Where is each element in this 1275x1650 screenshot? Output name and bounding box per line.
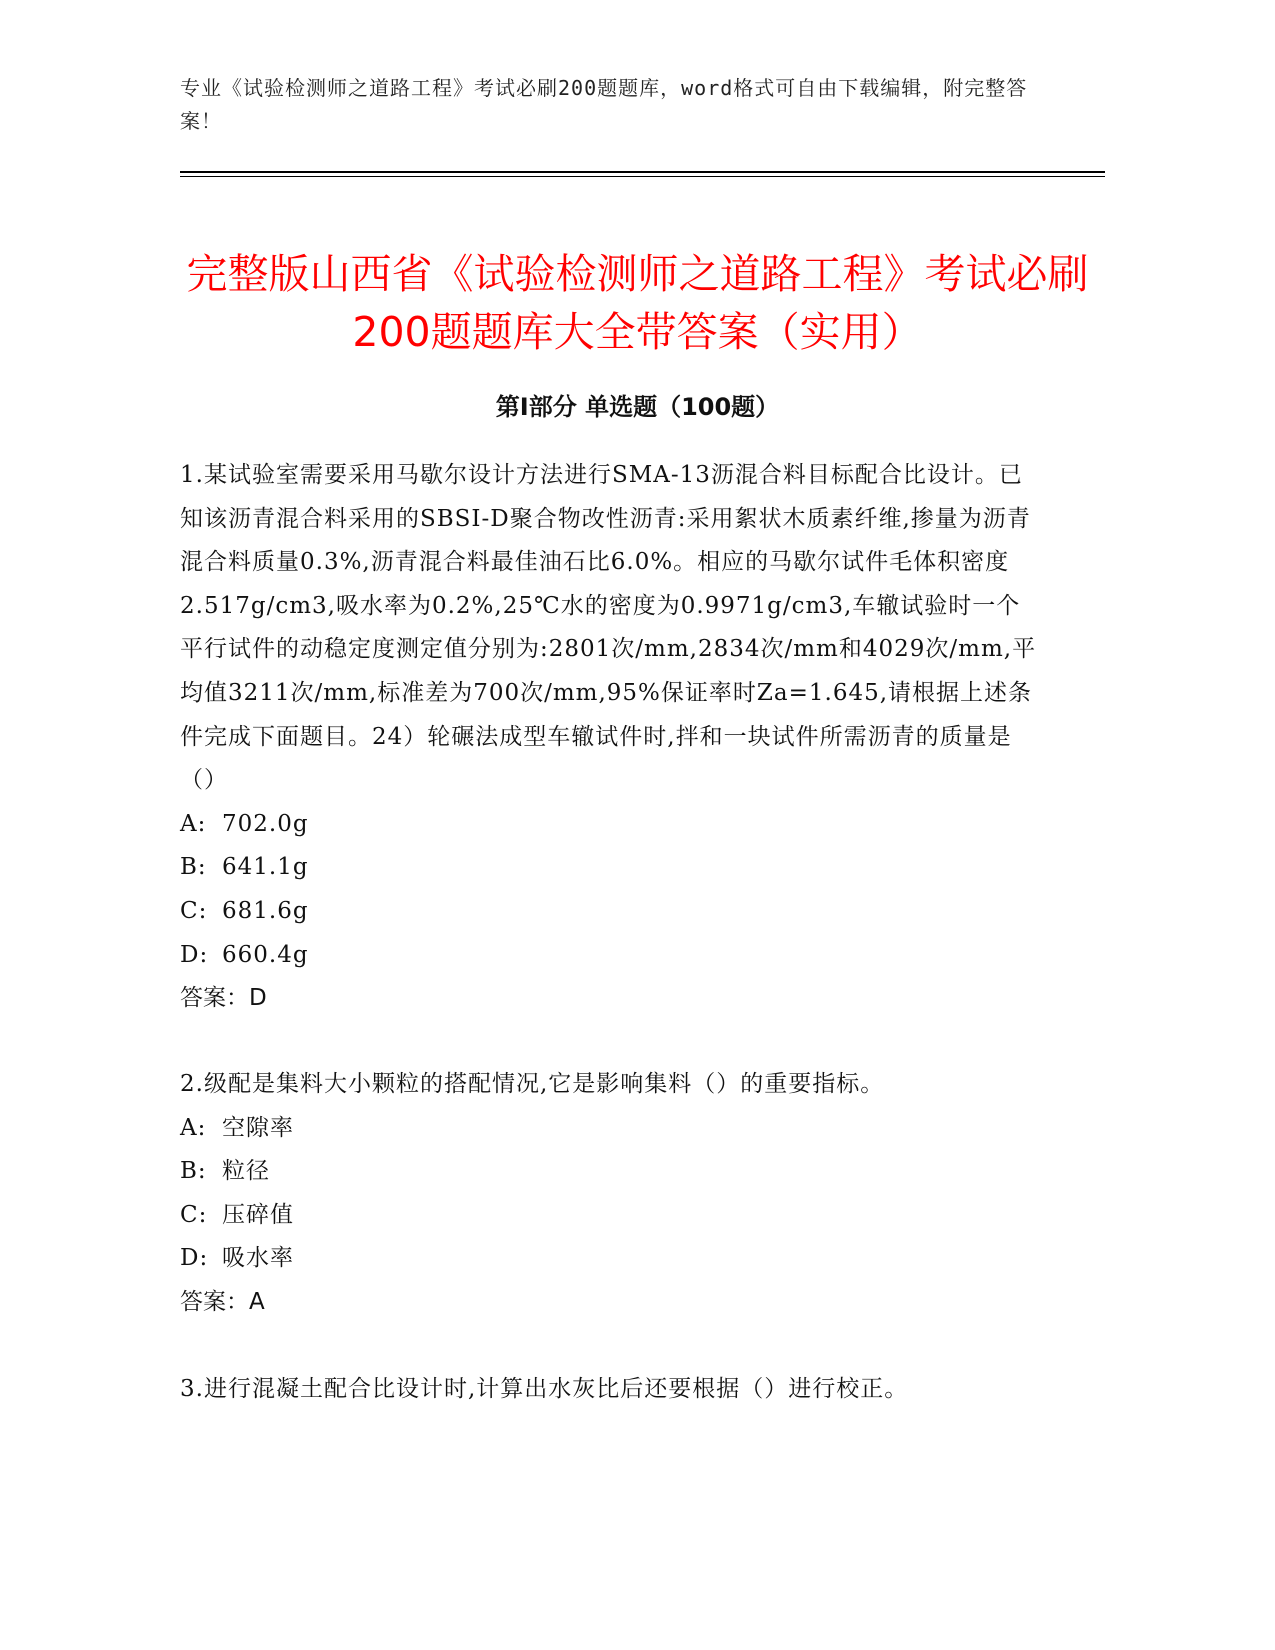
header-rule-thick bbox=[180, 171, 1105, 173]
option-a bbox=[180, 1107, 1040, 1151]
option-b bbox=[180, 846, 1040, 890]
section-title: 第Ⅰ部分 单选题（100题） bbox=[495, 392, 780, 421]
header-rule-thin bbox=[180, 176, 1105, 177]
option-b bbox=[180, 1150, 1040, 1194]
option-key: A: bbox=[180, 810, 207, 837]
option-text: 吸水率 bbox=[222, 1245, 294, 1272]
question-2 bbox=[180, 1063, 1040, 1325]
header-note: 专业《试验检测师之道路工程》考试必刷200题题库，word格式可自由下载编辑，附完整答案！ bbox=[180, 76, 1028, 133]
option-text: 压碎值 bbox=[222, 1201, 294, 1228]
option-key: B: bbox=[180, 1158, 207, 1185]
option-text: 702.0g bbox=[222, 810, 309, 837]
answer-line: 答案：A bbox=[180, 1288, 265, 1315]
option-d bbox=[180, 1237, 1040, 1281]
question-stem: 2.级配是集料大小颗粒的搭配情况,它是影响集料（）的重要指标。 bbox=[180, 1071, 885, 1097]
question-3 bbox=[180, 1368, 1040, 1412]
option-c bbox=[180, 890, 1040, 934]
option-key: C: bbox=[180, 897, 208, 924]
option-d bbox=[180, 934, 1040, 978]
option-a bbox=[180, 803, 1040, 847]
option-text: 681.6g bbox=[222, 897, 309, 924]
option-text: 粒径 bbox=[222, 1158, 270, 1185]
option-key: B: bbox=[180, 854, 207, 881]
option-text: 660.4g bbox=[222, 941, 309, 968]
document-title: 完整版山西省《试验检测师之道路工程》考试必刷200题题库大全带答案（实用） bbox=[186, 250, 1089, 357]
question-stem: 3.进行混凝土配合比设计时,计算出水灰比后还要根据（）进行校正。 bbox=[180, 1376, 909, 1402]
question-1 bbox=[180, 454, 1040, 1021]
question-stem: 1.某试验室需要采用马歇尔设计方法进行SMA-13沥混合料目标配合比设计。已知该沥青混合料采用的SBSI-D聚合物改性沥青:采用絮状木质素纤维,掺量为沥青混合料质量0.3%,沥青混合料最佳油石比6.0%。相应的马歇尔试件毛体积密度2.517g/cm3,吸水率为0.2%,25℃水的密度为0.9971g/cm3,车辙试验时一个平行试件的动稳定度测定值分别为:2801次/mm,2834次/mm和4029次/mm,平均值3211次/mm,标准差为700次/mm,95%保证率时Za=1.645,请根据上述条件完成下面题目。24）轮碾法成型车辙试件时,拌和一块试件所需沥青的质量是（） bbox=[180, 462, 1037, 794]
option-list bbox=[180, 803, 1040, 977]
answer-line: 答案：D bbox=[180, 985, 267, 1012]
option-text: 641.1g bbox=[222, 854, 309, 881]
option-key: D: bbox=[180, 1245, 209, 1272]
option-c bbox=[180, 1194, 1040, 1238]
option-key: A: bbox=[180, 1114, 207, 1141]
option-list bbox=[180, 1107, 1040, 1281]
option-key: D: bbox=[180, 941, 209, 968]
option-key: C: bbox=[180, 1201, 208, 1228]
option-text: 空隙率 bbox=[222, 1114, 294, 1141]
